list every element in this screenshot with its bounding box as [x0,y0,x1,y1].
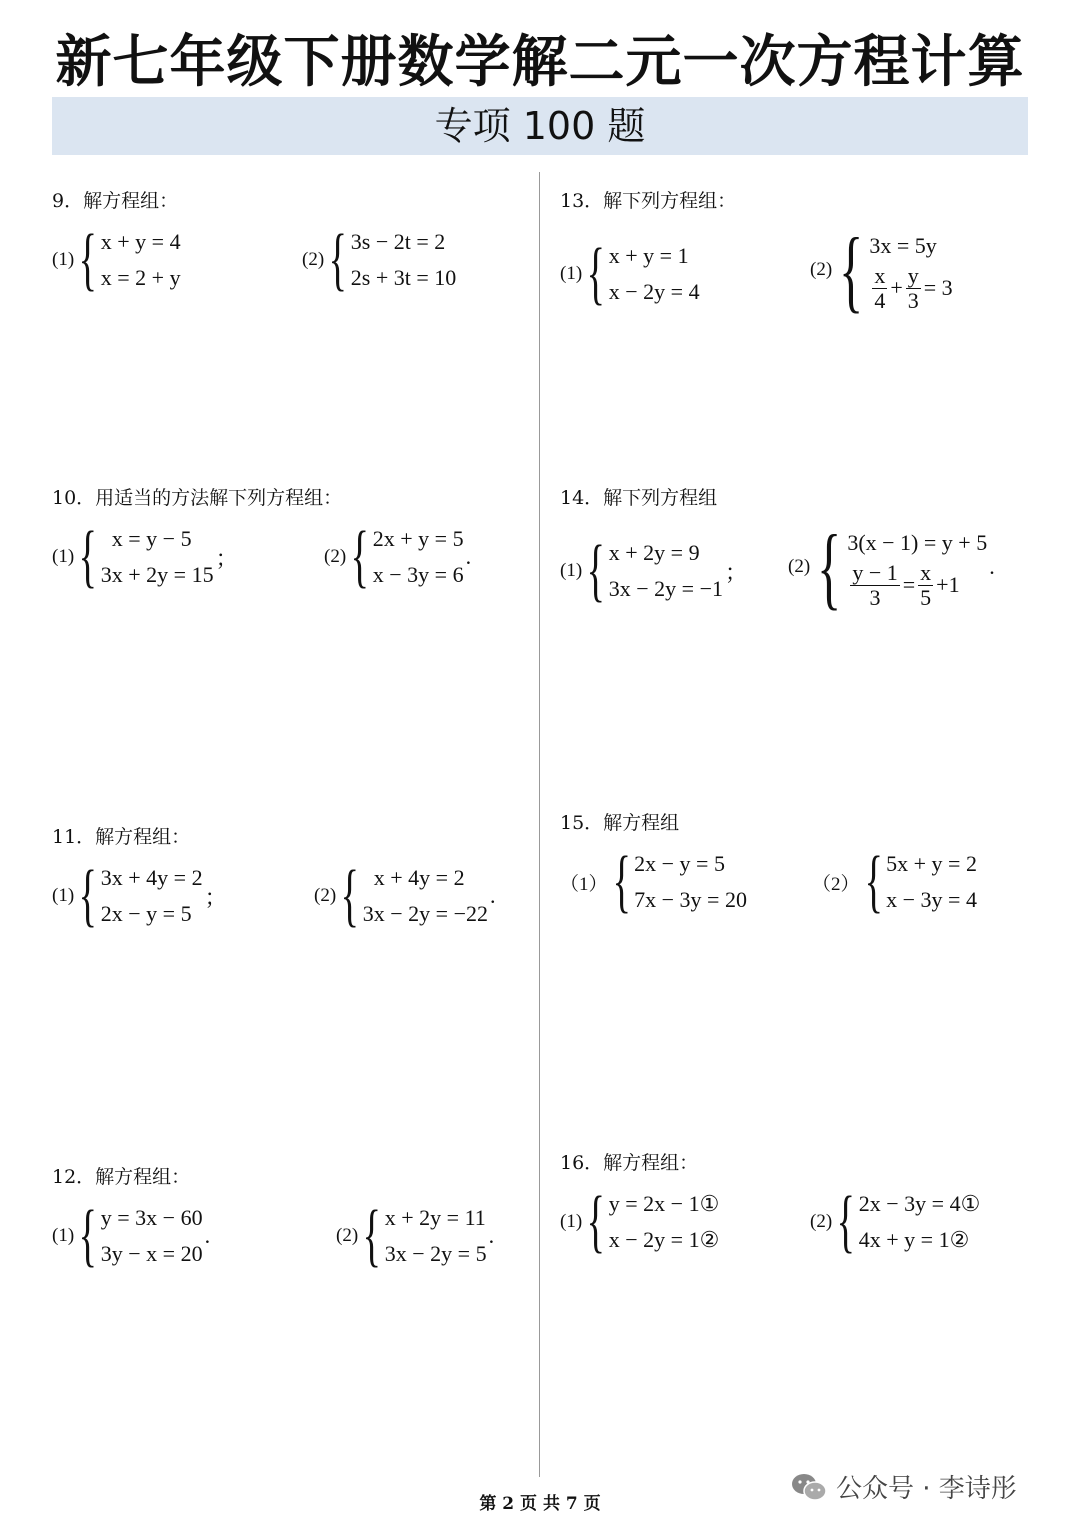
part-2: (2) { 2x − 3y = 4① 4x + y = 1② [810,1183,981,1260]
brace: { [586,235,606,312]
wechat-icon [790,1472,828,1502]
brace: { [78,1197,98,1274]
brace: { [586,1183,606,1260]
brace: { [362,1197,382,1274]
question-title: 12．解方程组： [52,1166,191,1188]
question-title: 10．用适当的方法解下列方程组： [52,487,343,509]
brace: { [78,221,98,298]
part-2: （2） { 5x + y = 2 x − 3y = 4 [812,843,977,920]
brace: { [78,857,98,934]
brace: { [839,219,864,321]
subtitle-bar: 专项 100 题 [52,97,1028,155]
watermark-text: 公众号 · 李诗彤 [836,1474,1017,1504]
brace: { [817,516,842,618]
brace: { [350,518,370,595]
part-2: (2) { 3s − 2t = 2 2s + 3t = 10 [302,221,457,298]
part-2: (2) { x + 4y = 2 3x − 2y = −22 . [314,857,496,934]
page-footer: 第 2 页 共 7 页 [479,1494,601,1514]
part-2: (2) { 3x = 5y $\frac{x}{4}$ + $\frac{y}{3}$ = 3 [810,219,953,321]
brace: { [864,843,883,920]
brace: { [340,857,360,934]
question-title: 11．解方程组： [52,826,191,848]
part-2: (2) { 2x + y = 5 x − 3y = 6 . [324,518,472,595]
fraction-equation: $\frac{x}{4}$ + $\frac{y}{3}$ = 3 [874,262,953,313]
part-1: (1) { x + y = 1 x − 2y = 4 [560,235,700,312]
part-2: (2) { x + 2y = 11 3x − 2y = 5 . [336,1197,495,1274]
question-title: 9．解方程组： [52,190,179,212]
brace: { [612,843,631,920]
brace: { [586,532,606,609]
part-1: (1) { x = y − 5 3x + 2y = 15 ； [52,518,238,595]
part-1: (1) { x + 2y = 9 3x − 2y = −1 ； [560,532,748,609]
column-divider [539,172,540,1477]
watermark [790,1468,1017,1505]
brace: { [78,518,98,595]
brace: { [328,221,348,298]
question-title: 16．解方程组： [560,1152,699,1174]
question-title: 15．解方程组 [560,812,680,834]
question-title: 13．解下列方程组： [560,190,737,212]
part-1: (1) { x + y = 4 x = 2 + y [52,221,181,298]
part-1: (1) { 3x + 4y = 2 2x − y = 5 ； [52,857,227,934]
part-1: (1) { y = 3x − 60 3y − x = 20 . [52,1197,211,1274]
part-1: （1） { 2x − y = 5 7x − 3y = 20 [560,843,747,920]
part-1: (1) { y = 2x − 1① x − 2y = 1② [560,1183,720,1260]
fraction-equation: $\frac{y - 1}{3}$ = $\frac{x}{5}$ +1 [852,559,960,610]
part-2: (2) { 3(x − 1) = y + 5 $\frac{y - 1}{3}$ = $\frac{x}{5}$ +1 . [788,516,995,618]
question-title: 14．解下列方程组 [560,487,718,509]
brace: { [836,1183,856,1260]
page-title: 新七年级下册数学解二元一次方程计算 [55,30,1025,95]
